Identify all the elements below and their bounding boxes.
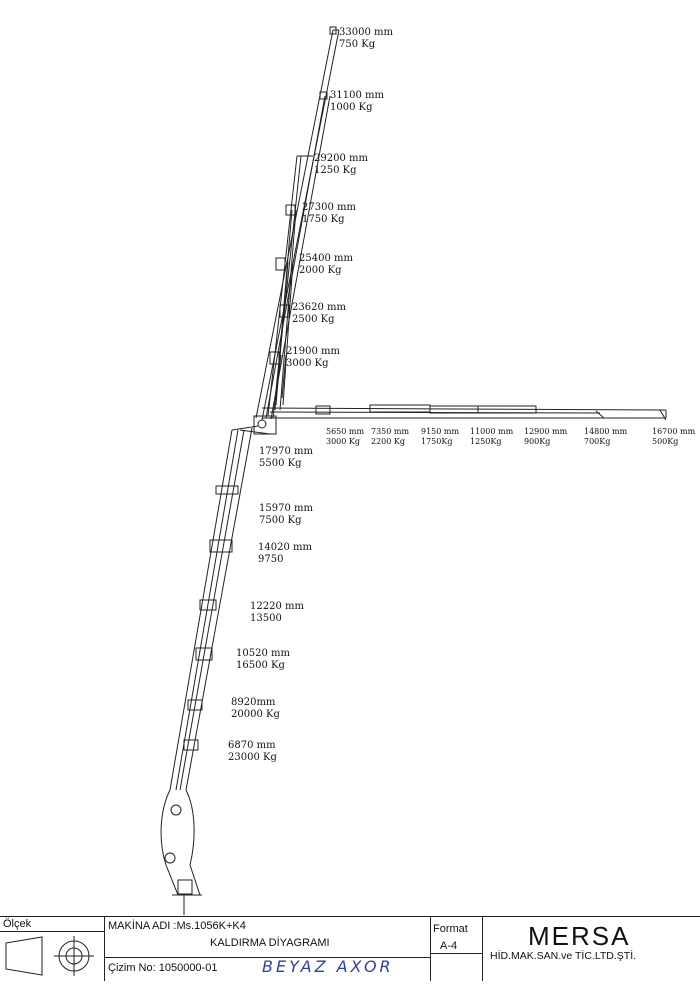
divider [430,917,431,981]
lower-boom-point-5 [236,648,290,672]
reach-label: 23620 mm [292,302,346,313]
scale-label: Ölçek [3,918,32,930]
upper-boom-point-6 [292,302,346,326]
load-label: 16500 Kg [236,660,285,671]
divider [482,917,483,981]
load-label: 3000 Kg [286,358,329,369]
divider [430,953,482,954]
reach-label: 15970 mm [259,503,313,514]
load-label: 1750Kg [421,437,453,446]
divider [104,917,105,981]
load-label: 750 Kg [339,39,376,50]
reach-label: 10520 mm [236,648,290,659]
load-label: 1250Kg [470,437,502,446]
horizontal-boom-point-3 [421,427,459,447]
lower-boom-point-1 [259,446,313,470]
reach-label: 29200 mm [314,153,368,164]
lower-boom-point-2 [259,503,313,527]
horizontal-boom-point-6 [584,427,627,447]
reach-label: 12220 mm [250,601,304,612]
reach-label: 27300 mm [302,202,356,213]
reach-label: 25400 mm [299,253,353,264]
horizontal-boom-point-5 [524,427,567,447]
load-label: 5500 Kg [259,458,302,469]
handwritten-note: BEYAZ AXOR [262,957,394,976]
reach-label: 16700 mm [652,427,696,436]
upper-boom-point-1 [339,27,393,51]
load-label: 23000 Kg [228,752,277,763]
title-block [0,916,700,981]
reach-label: 11000 mm [470,427,514,436]
load-label: 1250 Kg [314,165,357,176]
reach-label: 6870 mm [228,740,276,751]
load-label: 20000 Kg [231,709,280,720]
reach-label: 17970 mm [259,446,313,457]
horizontal-boom-point-1 [326,427,364,447]
load-label: 13500 [250,613,282,624]
load-label: 500Kg [652,437,679,446]
upper-boom-point-2 [330,90,384,114]
machine-name: MAKİNA ADI :Ms.1056K+K4 [108,920,246,932]
load-label: 3000 Kg [326,437,360,446]
diagram-title: KALDIRMA DİYAGRAMI [210,937,330,949]
load-label: 2200 Kg [371,437,405,446]
format-value: A-4 [440,940,458,952]
upper-boom-point-7 [286,346,340,370]
load-label: 700Kg [584,437,611,446]
load-label: 1750 Kg [302,214,345,225]
company-subtitle: HİD.MAK.SAN.ve TİC.LTD.ŞTİ. [490,950,637,962]
reach-label: 12900 mm [524,427,568,436]
reach-label: 7350 mm [371,427,410,436]
upper-boom-point-5 [299,253,353,277]
projection-symbol [2,933,102,979]
upper-boom-point-3 [314,153,368,177]
divider [0,931,104,932]
horizontal-boom-point-4 [470,427,513,447]
horizontal-boom-point-7 [652,427,695,447]
horizontal-boom [262,405,666,420]
horizontal-boom-point-2 [371,427,409,447]
load-label: 7500 Kg [259,515,302,526]
load-label: 2500 Kg [292,314,335,325]
reach-label: 33000 mm [339,27,393,38]
lower-boom-point-4 [250,601,304,625]
crane-base [161,790,202,915]
load-label: 900Kg [524,437,551,446]
lower-boom-point-3 [258,542,312,566]
load-label: 9750 [258,554,284,565]
reach-label: 9150 mm [421,427,460,436]
upper-boom-point-4 [302,202,356,226]
reach-label: 8920mm [231,697,276,708]
lower-boom [170,426,258,790]
drawing-number: Çizim No: 1050000-01 [108,962,218,974]
reach-label: 14020 mm [258,542,312,553]
reach-label: 5650 mm [326,427,365,436]
format-label: Format [433,923,468,935]
lower-boom-point-6 [231,697,280,721]
load-label: 2000 Kg [299,265,342,276]
lower-boom-point-7 [228,740,277,764]
reach-label: 21900 mm [286,346,340,357]
load-label: 1000 Kg [330,102,373,113]
reach-label: 31100 mm [330,90,384,101]
reach-label: 14800 mm [584,427,628,436]
company-name: MERSA [528,921,631,951]
